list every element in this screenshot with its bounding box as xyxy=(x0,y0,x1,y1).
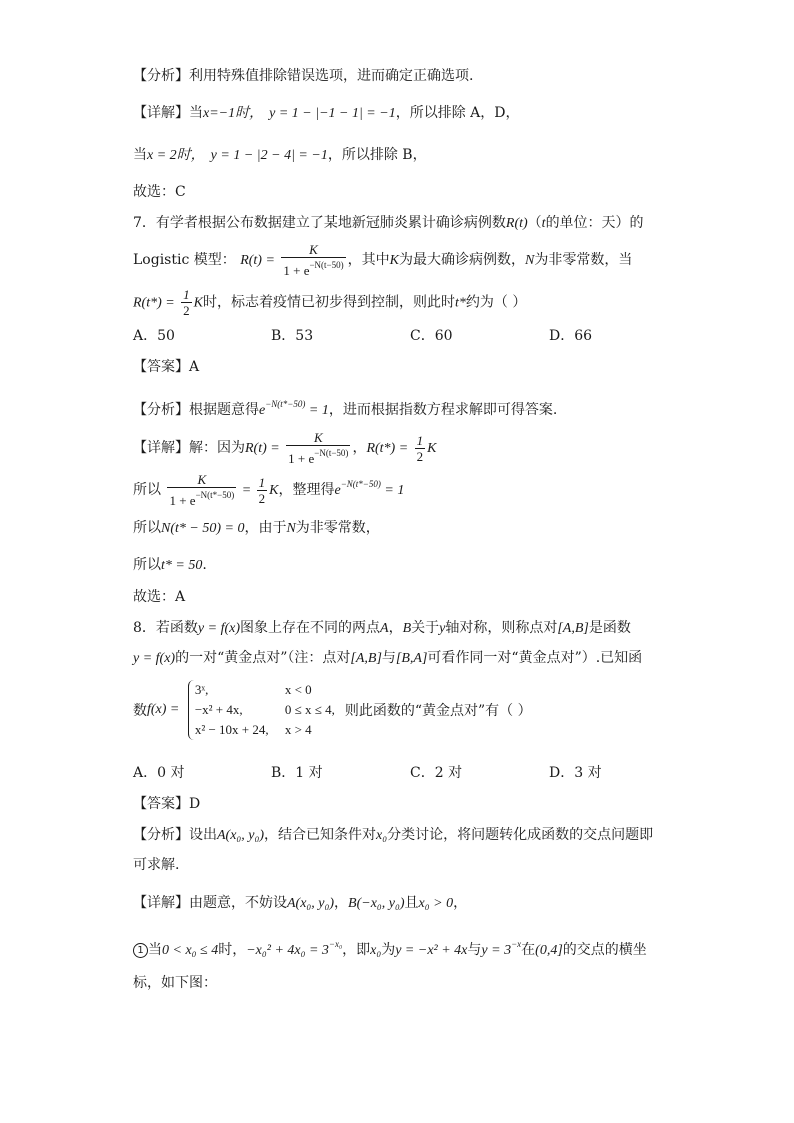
math: R(t) = xyxy=(240,253,275,268)
q8-stem-line-2 xyxy=(133,648,642,669)
analysis-tag: 【分析】 xyxy=(133,68,189,84)
math: x=−1时， xyxy=(203,106,264,121)
text: ， xyxy=(388,620,403,636)
numerator: K xyxy=(197,472,207,487)
text: 的交点的横坐 xyxy=(562,942,647,958)
math: (0,4] xyxy=(535,943,563,958)
q8-detail-line-1 xyxy=(133,893,467,914)
q7-stem-line-3 xyxy=(133,287,526,318)
math: = xyxy=(238,483,255,498)
q8-option-a: A．0 对 xyxy=(133,765,185,781)
math: y = −x² + 4x xyxy=(395,943,468,958)
math: t* = 50 xyxy=(161,558,203,573)
text: 所以 xyxy=(133,557,161,573)
q7-stem-line-1 xyxy=(133,213,644,234)
text: 与 xyxy=(467,942,482,958)
math-exponent: −x₀ xyxy=(328,939,343,949)
math: e xyxy=(259,403,266,418)
text: 设出 xyxy=(189,827,217,843)
q8-answer xyxy=(133,794,200,814)
q7-stem-line-2 xyxy=(133,242,632,278)
text: ，所以排除 B， xyxy=(327,147,427,163)
text: ，所以排除 A，D， xyxy=(395,105,520,121)
math: 0 < x₀ ≤ 4 xyxy=(162,943,219,958)
text: 当 xyxy=(133,147,147,163)
text: （ xyxy=(527,215,542,231)
case-row: x² − 10x + 24, x > 4 xyxy=(194,722,312,737)
math: = 1 xyxy=(380,483,405,498)
text: ，即 xyxy=(342,942,371,958)
text: 则此函数的“黄金点对”有（ ） xyxy=(344,703,532,719)
q8-analysis-line-1 xyxy=(133,825,653,846)
text: ， xyxy=(334,895,349,911)
denominator: $1 + e^{-N(t-50)}$ xyxy=(286,445,350,466)
math: B xyxy=(402,621,412,636)
analysis-tag: 【分析】 xyxy=(133,827,189,843)
math: −x₀² + 4x₀ = 3 xyxy=(246,943,329,958)
math: K xyxy=(269,483,279,498)
q7-detail-line-3 xyxy=(133,518,380,539)
text: 的单位：天）的 xyxy=(545,215,644,231)
text: 可看作同一对“黄金点对”）.已知函 xyxy=(427,650,643,666)
math: K xyxy=(427,441,437,456)
q6-detail-line-2 xyxy=(133,145,427,166)
math: R(t*) = xyxy=(366,441,409,456)
answer-tag: 【答案】 xyxy=(133,359,189,375)
math: y = f(x) xyxy=(133,651,176,666)
text: 根据题意得 xyxy=(189,402,259,418)
denominator: 2 xyxy=(258,490,266,506)
text: 时， xyxy=(218,942,247,958)
text: 为非零常数， xyxy=(295,520,380,536)
math: B(−x₀, y₀) xyxy=(348,896,405,911)
q8-stem-line-3 xyxy=(133,680,532,740)
q8-analysis-line-2: 可求解. xyxy=(133,857,180,873)
q7-analysis xyxy=(133,394,557,421)
q7-option-a: A．50 xyxy=(133,328,175,344)
q7-answer xyxy=(133,357,199,377)
text: ，其中 xyxy=(347,252,390,268)
fraction xyxy=(181,287,192,318)
q7-option-b: B．53 xyxy=(271,328,314,344)
text: 8．若函数 xyxy=(133,620,198,636)
numerator: 1 xyxy=(416,432,424,448)
math: y = 3 xyxy=(481,943,512,958)
analysis-tag: 【分析】 xyxy=(133,402,189,418)
text: 解：因为 xyxy=(189,440,245,456)
numerator: K xyxy=(313,430,323,445)
text: 所以 xyxy=(133,482,161,498)
text: Logistic 模型： xyxy=(133,252,236,268)
math: R(t) xyxy=(505,216,528,231)
math: y = 1 − |−1 − 1| = −1 xyxy=(269,106,396,121)
q6-analysis xyxy=(133,66,473,86)
math: [B,A] xyxy=(395,651,428,666)
text: 为最大确诊病例数， xyxy=(398,252,525,268)
math: N(t* − 50) = 0 xyxy=(161,521,245,536)
text: 图象上存在不同的两点 xyxy=(240,620,381,636)
text: 7．有学者根据公布数据建立了某地新冠肺炎累计确诊病例数 xyxy=(133,215,506,231)
text: ，进而根据指数方程求解即可得答案. xyxy=(328,402,558,418)
answer-value: D xyxy=(189,796,201,812)
q7-option-c: C．60 xyxy=(410,328,453,344)
math-exponent: −N(t*−50) xyxy=(340,479,381,489)
math: K xyxy=(389,253,399,268)
detail-tag: 【详解】 xyxy=(133,895,189,911)
circled-number: 1 xyxy=(133,943,148,958)
answer-value: A xyxy=(189,359,200,375)
denominator: $1 + e^{-N(t*-50)}$ xyxy=(167,487,236,508)
math: [A,B] xyxy=(350,651,382,666)
math: A(x₀, y₀) xyxy=(287,896,335,911)
denominator: 2 xyxy=(183,303,190,318)
text: ，结合已知条件对 xyxy=(264,827,377,843)
q8-option-c: C．2 对 xyxy=(410,765,463,781)
math-exponent: −x xyxy=(511,939,522,949)
q6-detail-line-1 xyxy=(133,103,520,124)
answer-tag: 【答案】 xyxy=(133,796,189,812)
q8-option-b: B．1 对 xyxy=(271,765,323,781)
math: K xyxy=(193,295,204,311)
q8-detail-line-2 xyxy=(133,934,647,961)
text: 为非零常数，当 xyxy=(534,252,633,268)
text: 所以 xyxy=(133,520,161,536)
text: 关于 xyxy=(411,620,440,636)
q7-conclusion: 故选：A xyxy=(133,589,186,605)
detail-tag: 【详解】 xyxy=(133,105,189,121)
text: 时，标志着疫情已初步得到控制，则此时 xyxy=(203,294,456,311)
math: y = f(x) xyxy=(197,621,241,636)
math: N xyxy=(524,253,535,268)
text: 的一对“黄金点对”（注：点对 xyxy=(175,650,351,666)
q7-detail-line-1 xyxy=(133,430,436,466)
math: t xyxy=(541,216,546,231)
text: ， xyxy=(453,895,468,911)
q8-detail-line-3: 标，如下图： xyxy=(133,975,217,991)
math-exponent: −N(t*−50) xyxy=(265,399,306,409)
text: 为 xyxy=(381,942,396,958)
math: A(x₀, y₀) xyxy=(217,828,265,843)
math: x₀ xyxy=(370,943,382,958)
math: t* xyxy=(455,295,466,311)
q7-detail-line-4 xyxy=(133,555,207,576)
math: x = 2时， xyxy=(147,148,205,163)
fraction xyxy=(415,433,426,464)
text: 且 xyxy=(404,895,419,911)
math: y xyxy=(439,621,446,636)
numerator: 1 xyxy=(258,474,266,490)
math: R(t) = xyxy=(245,441,280,456)
text: . xyxy=(202,557,207,573)
math: [A,B] xyxy=(557,621,589,636)
text: 由题意，不妨设 xyxy=(189,895,287,911)
fraction xyxy=(167,472,236,508)
numerator: K xyxy=(309,242,318,257)
math: = 1 xyxy=(305,403,329,418)
text: 轴对称，则称点对 xyxy=(445,620,558,636)
text: ， xyxy=(352,440,367,456)
case-row: −x² + 4x, 0 ≤ x ≤ 4, xyxy=(194,702,335,717)
math: x₀ > 0 xyxy=(418,896,454,911)
detail-tag: 【详解】 xyxy=(133,440,189,456)
denominator: 2 xyxy=(416,448,424,464)
q7-detail-line-2 xyxy=(133,472,404,508)
text: 在 xyxy=(521,942,536,958)
math: y = 1 − |2 − 4| = −1 xyxy=(210,148,328,163)
text: 是函数 xyxy=(588,620,631,636)
math: x₀ xyxy=(376,828,388,843)
math: e xyxy=(334,483,341,498)
text: 与 xyxy=(381,650,396,666)
text: ，由于 xyxy=(244,520,287,536)
q6-conclusion: 故选：C xyxy=(133,184,186,200)
text: 数 xyxy=(133,703,147,719)
text: 当 xyxy=(189,105,203,121)
text: 分类讨论，将问题转化成函数的交点问题即 xyxy=(387,827,654,843)
denominator: $1 + e^{-N(t-50)}$ xyxy=(281,257,345,278)
q6-analysis-text: 利用特殊值排除错误选项，进而确定正确选项. xyxy=(189,68,474,84)
math: A xyxy=(380,621,389,636)
fraction xyxy=(257,475,268,506)
numerator: 1 xyxy=(183,287,190,302)
text: 当 xyxy=(148,942,162,958)
text: ，整理得 xyxy=(278,482,335,498)
fraction xyxy=(281,242,345,278)
fraction xyxy=(286,430,350,466)
q8-option-d: D．3 对 xyxy=(549,765,602,781)
q7-option-d: D．66 xyxy=(549,328,593,344)
math: R(t*) = xyxy=(133,295,175,311)
text: 约为（ ） xyxy=(465,294,527,311)
q8-stem-line-1 xyxy=(133,618,631,639)
case-row: 3ˣ, x < 0 xyxy=(194,682,312,697)
math: N xyxy=(286,521,296,536)
math: f(x) = xyxy=(147,702,180,717)
